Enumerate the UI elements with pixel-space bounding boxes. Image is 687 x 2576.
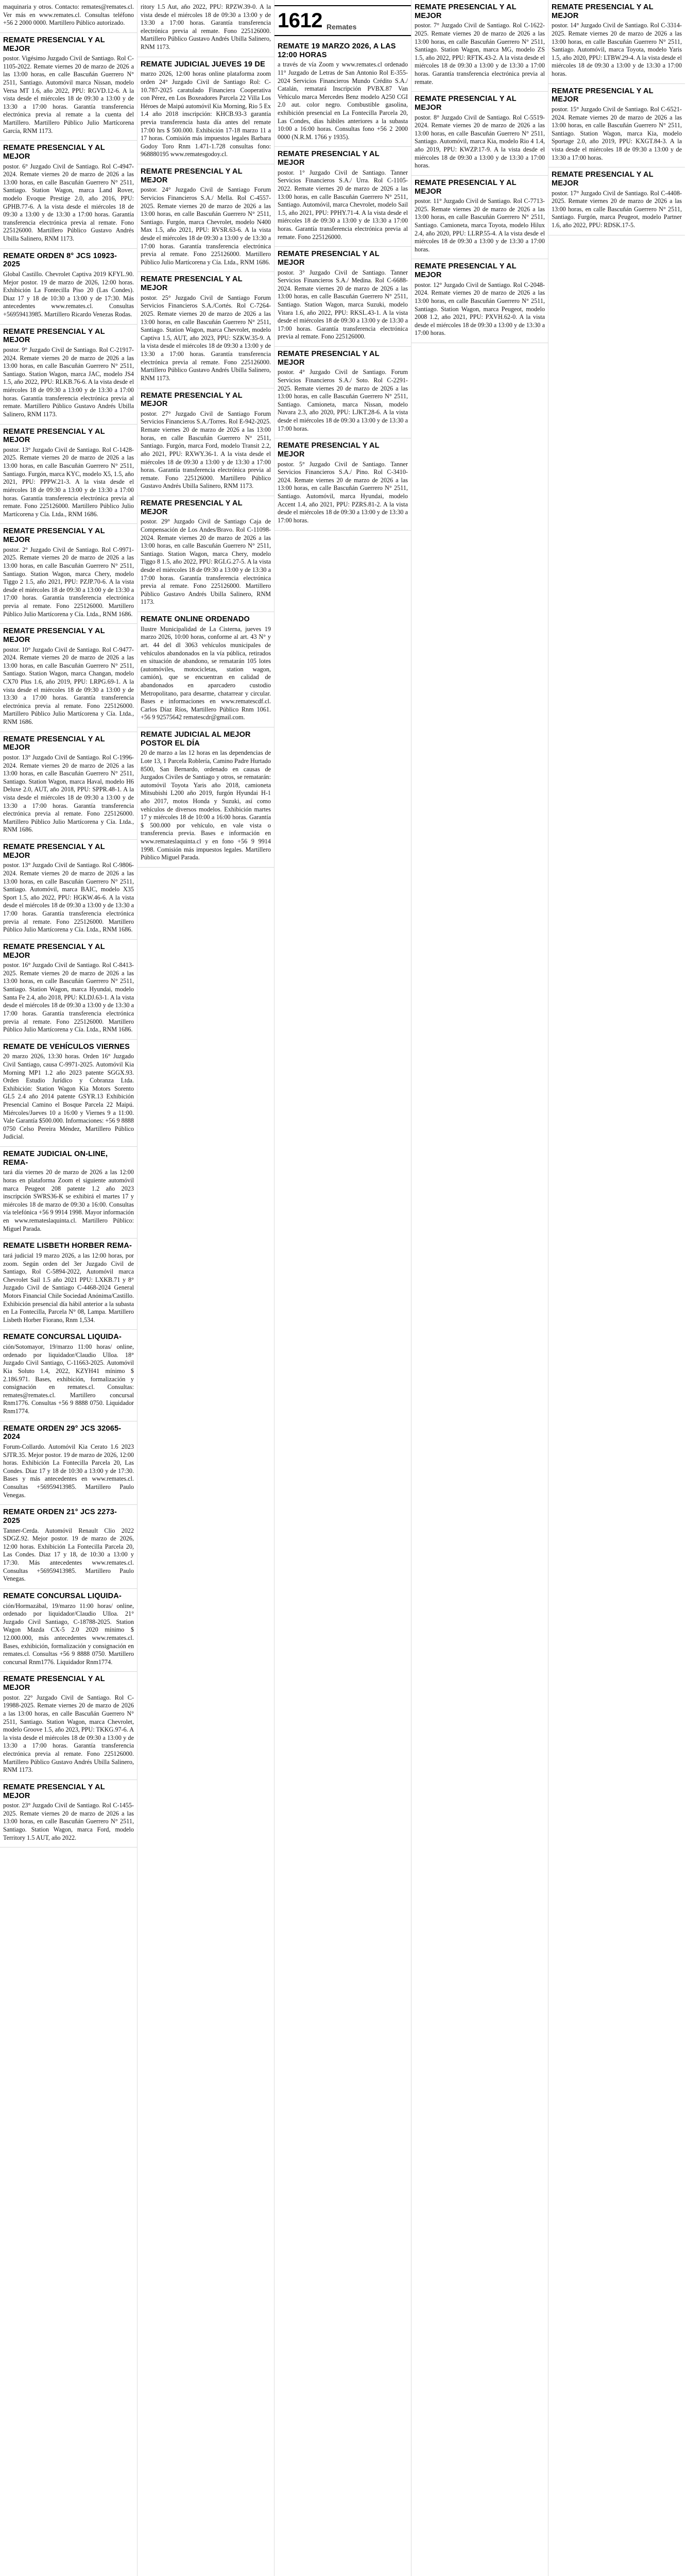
ad-body: ción/Sotomayor, 19/marzo 11:00 horas/ online, ordenado por liquidador/Claudio Ulloa. 18° Juzgado Civil Santiago, C-11663-2025. Automóvil Kia Soluto 1.4, 2022, KZYH41 mínimo $ 2.186.971. Bases, exhibición, formalización y consignación en remates.cl. Consultas: remates@remates.cl. Martillero concursal Rnm1776. Consultas +56 9 8888 0750. Liquidador Rnm1774. — [3, 1343, 134, 1415]
classified-ad — [138, 0, 274, 57]
classified-ad — [0, 1505, 137, 1589]
ad-title: REMATE PRESENCIAL Y AL MEJOR — [3, 843, 105, 860]
ad-body: postor. 27° Juzgado Civil de Santiago Forum Servicios Financieros S.A./Torres. Rol E-942-2025. Remate viernes 20 de marzo de 2026 a las 13:00 horas, en calle Bascuñán Guerrero N° 2511, Santiago. Furgón, marca Ford, modelo Transit 2.2, año 2021, PPU: RXWY.36-1. A la vista desde el miércoles 18 de 09:30 a 13:00 y de 13:30 a 17:00 horas. Garantía transferencia electrónica previa al remate. Fono 225126000. Martillero Público Gustavo Andrés Ubilla Salinero, RNM 1173. — [141, 410, 271, 490]
classified-ad — [0, 33, 137, 141]
ad-body: 20 marzo 2026, 13:30 horas. Orden 16° Juzgado Civil Santiago, causa C-9971-2025. Automóvil Kia Morning MP1 1.2 año 2023 patente SGGX.93. Orden Estudio Jurídico y Cobranza Ltda. Exhibición: Station Wagon Kia Motors Sorento GL5 2.4 año 2014 patente GSYR.13 Exhibición Presencial Camino el Bosque Parcela 22 Maipú. Miércoles/Jueves 10 a 16:00 y Viernes 9 a 11:00. Vale Garantía $500.000. Informaciones: +56 9 8888 0750 Celso Pereira Méndez, Martillero Público Judicial. — [3, 1053, 134, 1141]
ad-body: a través de vía Zoom y www.remates.cl ordenado 11° Juzgado de Letras de San Antonio Rol E-355-2024 Servicios Financieros Mundo Crédito S.A./ Catalán, rematará Inscripción PVBX.87 Van Vehículo marca Mercedes Benz modelo A250 CGI 2.0 aut. color negro. Combustible gasolina, exhibición presencial en La Fontecilla Parcela 20, Las Condes, días hábiles anteriores a la subasta 10:00 a 16:00 horas. Consultas fono +56 2 2000 0000 (N.R.M. 1766 y 1935). — [278, 61, 408, 141]
classified-ad — [274, 347, 411, 438]
ad-title: REMATE PRESENCIAL Y AL MEJOR — [415, 3, 517, 20]
ad-title: REMATE 19 MARZO 2026, A LAS 12:00 HORAS — [278, 42, 396, 59]
ad-body: postor. 16° Juzgado Civil de Santiago. Rol C-8413-2025. Remate viernes 20 de marzo de 2026 a las 13:00 horas, en calle Bascuñán Guerrero N° 2511, Santiago. Station Wagon, marca Hyundai, modelo Santa Fe 2.4, año 2018, PPU: KLDJ.63-1. A la vista desde el miércoles 18 de 09:30 a 13:00 y de 13:30 a 17:00 horas. Garantía transferencia electrónica previa al remate. Fono 225126000. Martillero Público Julio Martícorena y Cía. Ltda., RNM 1686. — [3, 961, 134, 1033]
classified-ad — [0, 325, 137, 425]
ad-body: postor. 11° Juzgado Civil de Santiago. Rol C-7713-2025. Remate viernes 20 de marzo de 2026 a las 13:00 horas, en calle Bascuñán Guerrero N° 2511, Santiago. Camioneta, marca Toyota, modelo Hilux 2.4, año 2020, PPU: LLRP.55-4. A la vista desde el miércoles 18 de 09:30 a 13:00 y de 13:30 a 17:00 horas. — [415, 197, 545, 253]
ad-title: REMATE PRESENCIAL Y AL MEJOR — [141, 391, 243, 409]
ad-body: maquinaria y otros. Contacto: remates@remates.cl. Ver más en www.remates.cl. Consultas teléfono +56 2 2000 0000. Martillero Público autorizado. — [3, 3, 134, 27]
column-5 — [548, 0, 685, 2576]
ad-body: postor. 2° Juzgado Civil de Santiago. Rol C-9971-2025. Remate viernes 20 de marzo de 2026 a las 13:00 horas, en calle Bascuñán Guerrero N° 2511, Santiago. Station Wagon, marca Chery, modelo Tiggo 2 1.5, año 2021, PPU: PZJP.70-6. A la vista desde el miércoles 18 de 09:30 a 13:00 y de 13:30 a 17:00 horas. Garantía transferencia electrónica previa al remate. Fono 225126000. Martillero Público Julio Martícorena y Cía. Ltda., RNM 1686. — [3, 546, 134, 618]
classified-ad — [411, 259, 548, 343]
ad-title: REMATE PRESENCIAL Y AL MEJOR — [141, 275, 243, 293]
ad-title: REMATE ORDEN 29° JCS 32065-2024 — [3, 1424, 122, 1442]
classified-ad — [0, 1780, 137, 1848]
ad-title: REMATE PRESENCIAL Y AL MEJOR — [552, 87, 654, 104]
ad-body: ritory 1.5 Aut, año 2022, PPU: RPZW.39-0. A la vista desde el miércoles 18 de 09:30 a 13:00 y de 13:30 a 17:00 horas. Garantía transferencia electrónica previa al remate. Fono 225126000. Martillero Público Gustavo Andrés Ubilla Salinero, RNM 1173. — [141, 3, 271, 51]
ad-body: postor. 25° Juzgado Civil de Santiago Forum Servicios Financieros S.A./Cortés. Rol C-7264-2025. Remate viernes 20 de marzo de 2026 a las 13:00 horas, en calle Bascuñán Guerrero N° 2511, Santiago. Station Wagon, marca Chevrolet, modelo Captiva 1.5, AUT, año 2023, PPU: SZKW.35-9. A la vista desde el miércoles 18 de 09:30 a 13:00 y de 13:30 a 17:00 horas. Garantía transferencia electrónica previa al remate. Fono 225126000. Martillero Público Gustavo Andrés Ubilla Salinero, RNM 1173. — [141, 294, 271, 382]
classified-ad — [0, 425, 137, 524]
classified-ad — [0, 1147, 137, 1239]
section-header — [274, 5, 411, 36]
ad-body: postor. 5° Juzgado Civil de Santiago. Tanner Servicios Financieros S.A./ Pino. Rol C-3410-2024. Remate viernes 20 de marzo de 2026 a las 13:00 horas, en calle Bascuñán Guerrero N° 2511, Santiago. Automóvil, marca Hyundai, modelo Accent 1.4, año 2021, PPU: PZRS.81-2. A la vista desde el miércoles 18 de 09:30 a 13:00 y de 13:30 a 17:00 horas. — [278, 460, 408, 524]
ad-title: REMATE JUDICIAL AL MEJOR POSTOR EL DÍA — [141, 730, 251, 748]
ad-body: postor. 13° Juzgado Civil de Santiago. Rol C-9806-2024. Remate viernes 20 de marzo de 2026 a las 13:00 horas, en calle Bascuñán Guerrero N° 2511, Santiago. Automóvil, marca BAIC, modelo X35 Sport 1.5, año 2022, PPU: HGKW.46-6. A la vista desde el miércoles 18 de 09:30 a 13:00 y de 13:30 a 17:00 horas. Garantía transferencia electrónica previa al remate. Fono 225126000. Martillero Público Julio Martícorena y Cía. Ltda., RNM 1686. — [3, 861, 134, 934]
ad-body: postor. 13° Juzgado Civil de Santiago. Rol C-1996-2024. Remate viernes 20 de marzo de 2026 a las 13:00 horas, en calle Bascuñán Guerrero N° 2511, Santiago. Station Wagon, marca Haval, modelo H6 Deluxe 2.0, AUT, año 2018, PPU: SPPR.48-1. A la vista desde el miércoles 18 de 09:30 a 13:00 y de 13:30 a 17:00 horas. Garantía transferencia electrónica previa al remate. Fono 225126000. Martillero Público Julio Martícorena y Cía. Ltda., RNM 1686. — [3, 753, 134, 834]
ad-title: REMATE PRESENCIAL Y AL MEJOR — [3, 527, 105, 545]
ad-body: postor. Vigésimo Juzgado Civil de Santiago. Rol C-1105-2022. Remate viernes 20 de marzo de 2026 a las 13:00 horas, en calle Bascuñán Guerrero N° 2511, Santiago. Automóvil marca Nissan, modelo Versa MT 1.6, año 2022, PPU: RGVD.12-6. A la vista desde el miércoles 18 de 09:30 a 13:00 y de 13:30 a 17:00 horas. Garantía transferencia electrónica previa al remate a la cuenta del Martillero. Martillero Público Julio Martícorena García, RNM 1173. — [3, 55, 134, 134]
section-code: 1612 — [278, 9, 322, 32]
classified-ad — [0, 1239, 137, 1330]
classified-ad — [138, 272, 274, 388]
ad-body: postor. 15° Juzgado Civil de Santiago. Rol C-6521-2024. Remate viernes 20 de marzo de 2026 a las 13:00 horas, en calle Bascuñán Guerrero N° 2511, Santiago. Station Wagon, marca Kia, modelo Sportage 2.0, año 2019, PPU: KXGT.84-3. A la vista desde el miércoles 18 de 09:30 a 13:00 y de 13:30 a 17:00 horas. — [552, 105, 682, 161]
ad-title: REMATE PRESENCIAL Y AL MEJOR — [3, 942, 105, 960]
ad-title: REMATE PRESENCIAL Y AL MEJOR — [3, 327, 105, 345]
ad-title: REMATE PRESENCIAL Y AL MEJOR — [3, 144, 105, 161]
ad-title: REMATE CONCURSAL LIQUIDA- — [3, 1591, 122, 1600]
ad-title: REMATE PRESENCIAL Y AL MEJOR — [141, 167, 243, 184]
ad-body: postor. 3° Juzgado Civil de Santiago. Tanner Servicios Financieros S.A./ Medina. Rol C-6688-2024. Remate viernes 20 de marzo de 2026 a las 13:00 horas, en calle Bascuñán Guerrero N° 2511, Santiago. Station Wagon, marca Suzuki, modelo Vitara 1.6, año 2022, PPU: RKSL.43-1. A la vista desde el miércoles 18 de 09:30 a 13:00 y de 13:30 a 17:00 horas. Garantía transferencia electrónica previa al remate. Fono 225126000. — [278, 268, 408, 341]
ad-body: Tanner-Cerda. Automóvil Renault Clio 2022 SDGZ.92. Mejor postor. 19 de marzo de 2026, 12:00 horas. Exhibición La Fontecilla Parcela 20, Las Condes. Diaz 17 y 18, de 10:30 a 13:00 y 17:30. Más antecedentes www.remates.cl. Consultas +56959413985. Martillero Paulo Venegas. — [3, 1527, 134, 1583]
ad-body: postor. 24° Juzgado Civil de Santiago Forum Servicios Financieros S.A./ Mella. Rol C-4557-2025. Remate viernes 20 de marzo de 2026 a las 13:00 horas, en calle Bascuñán Guerrero N° 2511, Santiago. Furgón, marca Chevrolet, modelo N400 Max 1.5, año 2021, PPU: RVSR.63-6. A la vista desde el miércoles 18 de 09:30 a 13:00 y de 13:30 a 17:00 horas. Garantía transferencia electrónica previa al remate. Fono 225126000. Martillero Público Julio Martícorena y Cía. Ltda., RNM 1686. — [141, 186, 271, 266]
ad-title: REMATE JUDICIAL JUEVES 19 DE — [141, 60, 265, 69]
section-title: Remates — [326, 23, 357, 31]
ad-body: postor. 22° Juzgado Civil de Santiago. Rol C-19988-2025. Remate viernes 20 de marzo de 2026 a las 13:00 horas, en calle Bascuñán Guerrero N° 2511, Santiago. Station Wagon, marca Chevrolet, modelo Groove 1.5, año 2023, PPU: TKKG.97-6. A la vista desde el miércoles 18 de 09:30 a 13:00 y de 13:30 a 17:00 horas. Garantía transferencia electrónica previa al remate. Fono 225126000. Martillero Público Gustavo Andrés Ubilla Salinero, RNM 1173. — [3, 1693, 134, 1774]
classified-ad — [138, 727, 274, 868]
classified-ad — [0, 1040, 137, 1147]
ad-title: REMATE CONCURSAL LIQUIDA- — [3, 1333, 122, 1342]
classified-ad — [548, 167, 685, 235]
ad-title: REMATE PRESENCIAL Y AL MEJOR — [415, 95, 517, 112]
classified-ad — [0, 141, 137, 248]
ad-body: postor. 29° Juzgado Civil de Santiago Caja de Compensación de Los Andes/Bravo. Rol C-11098-2024. Remate viernes 20 de marzo de 2026 a las 13:00 horas, en calle Bascuñán Guerrero N° 2511, Santiago. Station Wagon, marca Chery, modelo Tiggo 8 1.5, año 2022, PPU: RGLG.27-5. A la vista desde el miércoles 18 de 09:30 a 13:00 y de 13:30 a 17:00 horas. Garantía transferencia electrónica previa al remate. Fono 225126000. Martillero Público Gustavo Andrés Ubilla Salinero, RNM 1173. — [141, 518, 271, 606]
classified-ad — [0, 940, 137, 1040]
classified-ad — [0, 249, 137, 325]
ad-body: Global Castillo. Chevrolet Captiva 2019 KFYL.90. Mejor postor. 19 de marzo de 2026, 12:00 horas. Exhibición La Fontecilla Piso 20 (Las Condes). Diaz 17 y 18 de 10:30 a 13:00 y de 17:30. Más antecedentes www.remates.cl. Consultas +56959413985. Martillero Ricardo Venezas Rodas. — [3, 270, 134, 318]
ad-body: tará día viernes 20 de marzo de 2026 a las 12:00 horas en plataforma Zoom el siguiente automóvil marca Peugeot 208 patente 1.2 año 2023 inscripción SWRS36-K se exhibirá el martes 17 y miércoles 18 de marzo de 09:30 a 16:00. Consultas vía telefónica +56 9 9914 1998. Mayor información en www.remateslaquinta.cl. Martillero Público: Miguel Parada. — [3, 1168, 134, 1232]
ad-title: REMATE ORDEN 21° JCS 2273-2025 — [3, 1508, 117, 1525]
classified-ad — [0, 840, 137, 940]
ad-title: REMATE PRESENCIAL Y AL MEJOR — [3, 1783, 105, 1800]
ad-body: Forum-Collardo. Automóvil Kia Cerato 1.6 2023 SJTR.35. Mejor postor. 19 de marzo de 2026, 12:00 horas. Exhibición La Fontecilla Parcela 20, Las Condes. Diaz 17 y 18 de 10:30 a 13:00 y de 17:30. Bases y más antecedentes en www.remates.cl. Consultas +56959413985. Martillero Paulo Venegas. — [3, 1443, 134, 1499]
classified-ad — [0, 1672, 137, 1780]
ad-title: REMATE LISBETH HORBER REMA- — [3, 1242, 132, 1250]
ad-title: REMATE PRESENCIAL Y AL MEJOR — [3, 627, 105, 644]
ad-body: marzo 2026, 12:00 horas online plataforma zoom orden 24° Juzgado Civil de Santiago Rol: C-10.787-2025 caratulado Financiera Cooperativa con Pérez, en Los Boxeadores Parcela 22 Villa Los Héroes de Maipú automóvil Kia Morning, Rio 5 Ex 1.4 año 2018 inscripción: KHCB.93-3 garantía previa transferencia hasta día antes del remate 17:00 hrs $ 500.000. Exhibición 17-18 marzo 11 a 17 horas. Comisión más impuestos legales Barbara Godoy Toro Rnm 1.471-1.728 consultas fono: 968880195 www.rematesgodoy.cl. — [141, 70, 271, 158]
classified-ad — [411, 92, 548, 176]
ad-title: REMATE PRESENCIAL Y AL MEJOR — [3, 1675, 105, 1692]
classified-ad — [411, 0, 548, 92]
ad-title: REMATE ORDEN 8° JCS 10923-2025 — [3, 251, 117, 269]
ad-title: REMATE PRESENCIAL Y AL MEJOR — [141, 499, 243, 516]
classified-ad — [548, 84, 685, 168]
ad-title: REMATE PRESENCIAL Y AL MEJOR — [278, 442, 380, 459]
ad-title: REMATE JUDICIAL ON-LINE, REMA- — [3, 1150, 108, 1167]
ad-title: REMATE DE VEHÍCULOS VIERNES — [3, 1042, 130, 1051]
classified-ad — [0, 524, 137, 624]
ad-body: postor. 23° Juzgado Civil de Santiago. Rol C-1455-2025. Remate viernes 20 de marzo de 2026 a las 13:00 horas, en calle Bascuñán Guerrero N° 2511, Santiago. Station Wagon, marca Ford, modelo Territory 1.5 AUT, año 2022. — [3, 1802, 134, 1841]
classified-ad — [0, 1421, 137, 1505]
column-1 — [0, 0, 137, 2576]
ad-title: REMATE PRESENCIAL Y AL MEJOR — [278, 350, 380, 367]
classified-ad — [0, 732, 137, 840]
ad-title: REMATE PRESENCIAL Y AL MEJOR — [3, 36, 105, 53]
classified-ad — [0, 1589, 137, 1672]
ad-body: postor. 1° Juzgado Civil de Santiago. Tanner Servicios Financieros S.A./ Urra. Rol C-1105-2022. Remate viernes 20 de marzo de 2026 a las 13:00 horas, en calle Bascuñán Guerrero N° 2511, Santiago. Automóvil, marca Chevrolet, modelo Sail 1.5, año 2021, PPU: PPHY.71-4. A la vista desde el miércoles 18 de 09:30 a 13:00 y de 13:30 a 17:00 horas. Garantía transferencia electrónica previa al remate. Fono 225126000. — [278, 168, 408, 241]
classified-ad — [274, 147, 411, 247]
ad-title: REMATE PRESENCIAL Y AL MEJOR — [552, 171, 654, 188]
ad-body: postor. 12° Juzgado Civil de Santiago. Rol C-2048-2024. Remate viernes 20 de marzo de 2026 a las 13:00 horas, en calle Bascuñán Guerrero N° 2511, Santiago. Station Wagon, marca Peugeot, modelo 2008 1.2, año 2021, PPU: PXVH.62-0. A la vista desde el miércoles 18 de 09:30 a 13:00 y de 13:30 a 17:00 horas. — [415, 281, 545, 337]
ad-body: postor. 17° Juzgado Civil de Santiago. Rol C-4408-2025. Remate viernes 20 de marzo de 2026 a las 13:00 horas, en calle Bascuñán Guerrero N° 2511, Santiago. Furgón, marca Peugeot, modelo Partner 1.6, año 2022, PPU: RDSK.17-5. — [552, 189, 682, 229]
classified-ad — [0, 1330, 137, 1421]
column-2 — [137, 0, 274, 2576]
ad-body: postor. 9° Juzgado Civil de Santiago. Rol C-21917-2024. Remate viernes 20 de marzo de 2026 a las 13:00 horas, en calle Bascuñán Guerrero N° 2511, Santiago. Station Wagon, marca JAC, modelo JS4 1.5, año 2022, PPU: RLKB.76-6. A la vista desde el miércoles 18 de 09:30 a 13:00 y de 13:30 a 17:00 horas. Garantía transferencia electrónica previa al remate. Martillero Público Gustavo Andrés Ubilla Salinero, RNM 1173. — [3, 346, 134, 418]
classified-ad — [274, 438, 411, 530]
classified-ad — [274, 39, 411, 147]
ad-title: REMATE PRESENCIAL Y AL MEJOR — [552, 3, 654, 20]
classified-ad — [0, 0, 137, 33]
ad-body: postor. 10° Juzgado Civil de Santiago. Rol C-9477-2024. Remate viernes 20 de marzo de 2026 a las 13:00 horas, en calle Bascuñán Guerrero N° 2511, Santiago. Station Wagon, marca Changan, modelo CX70 Plus 1.6, año 2019, PPU: LRPG.69-1. A la vista desde el miércoles 18 de 09:30 a 13:00 y de 13:30 a 17:00 horas. Garantía transferencia electrónica previa al remate. Fono 225126000. Martillero Público Julio Martícorena y Cía. Ltda., RNM 1686. — [3, 646, 134, 726]
classified-ad — [548, 0, 685, 84]
column-4 — [411, 0, 548, 2576]
ad-title: REMATE PRESENCIAL Y AL MEJOR — [3, 427, 105, 445]
ad-body: tará judicial 19 marzo 2026, a las 12:00 horas, por zoom. Según orden del 3er Juzgado Civil de Santiago, Rol C-5894-2022, Automóvil marca Chevrolet Sail 1.5 año 2021 PPU: LXKB.71 y 8° Juzgado Civil de Santiago C-4468-2024 General Motors Financial Chile Sociedad Anónima/Castillo. Exhibición presencial día hábil anterior a la subasta en La Fontecilla, Parcela N° 08, Lampa. Martillero Lisbeth Horber Fiorano, Rnm 1,534. — [3, 1251, 134, 1324]
ad-body: postor. 4° Juzgado Civil de Santiago. Forum Servicios Financieros S.A./ Soto. Rol C-2291-2025. Remate viernes 20 de marzo de 2026 a las 13:00 horas, en calle Bascuñán Guerrero N° 2511, Santiago. Camioneta, marca Nissan, modelo Navara 2.3, año 2020, PPU: LJKT.28-6. A la vista desde el miércoles 18 de 09:30 a 13:00 y de 13:30 a 17:00 horas. — [278, 368, 408, 432]
ad-title: REMATE ONLINE ORDENADO — [141, 615, 250, 623]
ad-title: REMATE PRESENCIAL Y AL MEJOR — [278, 250, 380, 267]
ad-body: ción/Hormazábal, 19/marzo 11:00 horas/ online, ordenado por liquidador/Claudio Ulloa. 21° Juzgado Civil Santiago, C-18788-2025. Station Wagon Mazda CX-5 2.0 2020 mínimo $ 12.000.000, más antecedentes www.remates.cl. Bases, exhibición, formalización y consignación en remates.cl. Consultas +56 9 8888 0750. Martillero concursal Rnm1776. Liquidador Rnm1774. — [3, 1602, 134, 1666]
classified-ad — [0, 624, 137, 732]
ad-title: REMATE PRESENCIAL Y AL MEJOR — [3, 735, 105, 752]
classified-ad — [274, 247, 411, 347]
ad-body: postor. 8° Juzgado Civil de Santiago. Rol C-5519-2024. Remate viernes 20 de marzo de 2026 a las 13:00 horas, en calle Bascuñán Guerrero N° 2511, Santiago. Automóvil, marca Kia, modelo Rio 4 1.4, año 2019, PPU: KWZP.17-9. A la vista desde el miércoles 18 de 09:30 a 13:00 y de 13:30 a 17:00 horas. — [415, 113, 545, 170]
classified-ad — [138, 57, 274, 164]
ad-body: 20 de marzo a las 12 horas en las dependencias de Lote 13, 1 Parcela Roblería, Camino Padre Hurtado 8500, San Bernardo, ordenado en causas de Juzgados Civiles de Santiago y otros, se rematarán: automóvil Toyota Yaris año 2018, camioneta Mitsubishi L200 año 2019, furgón Hyundai H-1 año 2017, motos Honda y Suzuki, así como vehículos de diversos modelos. Exhibición martes 17 y miércoles 18 de 10:00 a 16:00 horas. Garantía $ 500.000 por vehículo, en vale vista o transferencia previa. Bases e información en www.remateslaquinta.cl y en fono +56 9 9914 1998. Comisión más impuestos legales. Martillero Público Miguel Parada. — [141, 749, 271, 861]
ad-title: REMATE PRESENCIAL Y AL MEJOR — [415, 178, 517, 196]
classified-ad — [138, 496, 274, 612]
ad-body: postor. 7° Juzgado Civil de Santiago. Rol C-1622-2025. Remate viernes 20 de marzo de 2026 a las 13:00 horas, en calle Bascuñán Guerrero N° 2511, Santiago. Station Wagon, marca MG, modelo ZS 1.5, año 2022, PPU: RFTK.43-2. A la vista desde el miércoles 18 de 09:30 a 13:00 y de 13:30 a 17:00 horas. Garantía transferencia electrónica previa al remate. — [415, 22, 545, 86]
classified-ad — [138, 612, 274, 727]
classified-ad — [138, 164, 274, 272]
ad-body: postor. 14° Juzgado Civil de Santiago. Rol C-3314-2025. Remate viernes 20 de marzo de 2026 a las 13:00 horas, en calle Bascuñán Guerrero N° 2511, Santiago. Automóvil, marca Toyota, modelo Yaris 1.5, año 2020, PPU: LTBW.29-4. A la vista desde el miércoles 18 de 09:30 a 13:00 y de 13:30 a 17:00 horas. — [552, 22, 682, 77]
ad-title: REMATE PRESENCIAL Y AL MEJOR — [278, 150, 380, 167]
ad-body: postor. 6° Juzgado Civil de Santiago. Rol C-4947-2024. Remate viernes 20 de marzo de 2026 a las 13:00 horas, en calle Bascuñán Guerrero N° 2511, Santiago. Station Wagon, marca Land Rover, modelo Evoque Prestige 2.0, año 2016, PPU: GPHB.77-6. A la vista desde el miércoles 18 de 09:30 a 13:00 y de 13:30 a 17:00 horas. Garantía transferencia electrónica previa al remate. Fono 225126000. Martillero Público Gustavo Andrés Ubilla Salinero, RNM 1173. — [3, 162, 134, 243]
classified-ad — [138, 388, 274, 496]
classified-ad — [411, 176, 548, 260]
ad-body: postor. 13° Juzgado Civil de Santiago. Rol C-1428-2025. Remate viernes 20 de marzo de 2026 a las 13:00 horas, en calle Bascuñán Guerrero N° 2511, Santiago. Furgón, marca KYC, modelo X5, 1.5, año 2021, PPU: PPPW.21-3. A la vista desde el miércoles 18 de 09:30 a 13:00 y de 13:30 a 17:00 horas. Garantía transferencia electrónica previa al remate. Fono 225126000. Martillero Público Julio Martícorena y Cía. Ltda., RNM 1686. — [3, 446, 134, 518]
ad-title: REMATE PRESENCIAL Y AL MEJOR — [415, 262, 517, 280]
column-3 — [274, 0, 411, 2576]
ad-body: Ilustre Municipalidad de La Cisterna, jueves 19 marzo 2026, 10:00 horas, conforme al art. 43 N° y art. 44 del dl 3063 vehículos municipales de vehículos abandonados en la vía pública, retirados en situación de abandono, se rematarán 105 lotes (automóviles, motocicletas, station wagon, camión), que se encuentran en calidad de abandonados en aparcadero custodio Metropolitano, para desarme, chatarrear y circular. Bases e informaciones en www.rematescdf.cl. Carlos Díaz Ríos, Martillero Público Rnm 1061. +56 9 92575642 rematescdr@gmail.com. — [141, 625, 271, 721]
